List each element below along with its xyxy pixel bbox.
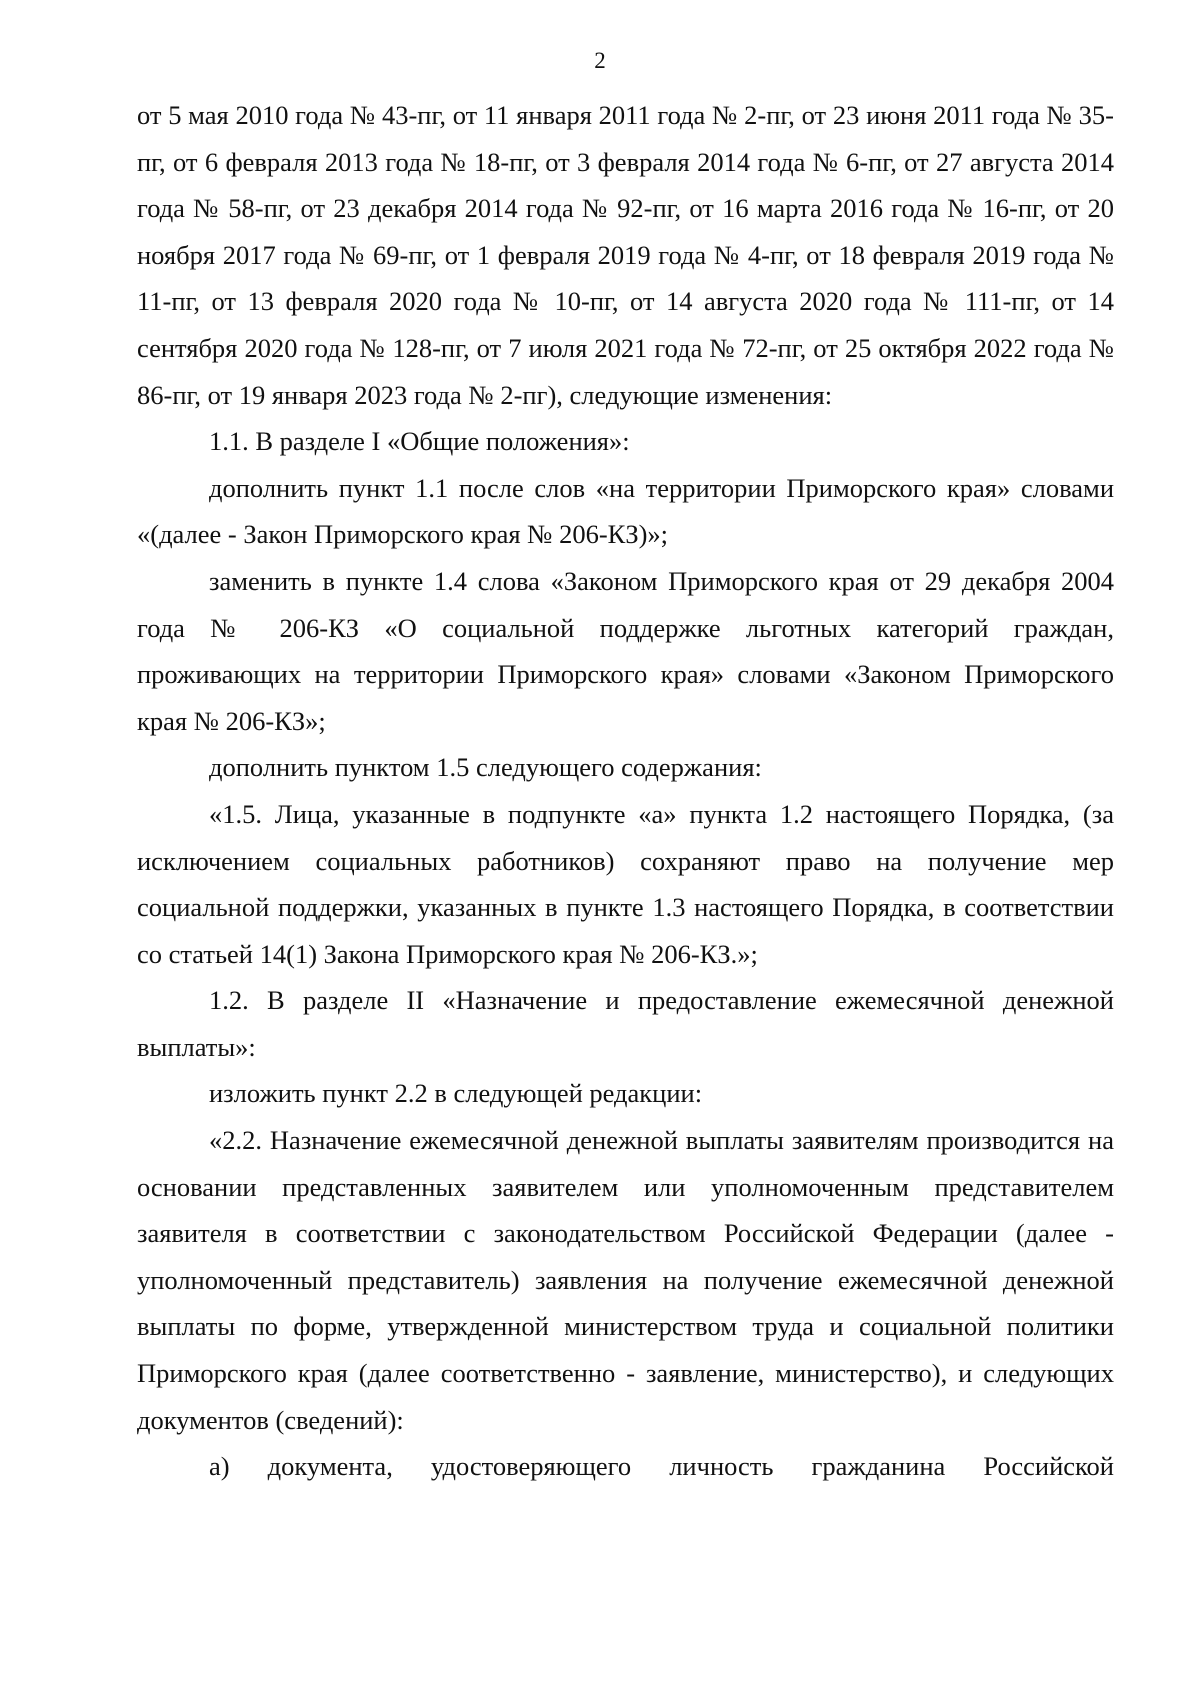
- paragraph-amendment-list: от 5 мая 2010 года № 43-пг, от 11 января 2011 года № 2-пг, от 23 июня 2011 года № 35-пг, от 6 февраля 2013 года № 18-пг, от 3 февраля 2014 года № 6-пг, от 27 августа 2014 года № 58-пг, от 23 декабря 2014 года № 92-пг, от 16 марта 2016 года № 16-пг, от 20 ноября 2017 года № 69-пг, от 1 февраля 2019 года № 4-пг, от 18 февраля 2019 года № 11-пг, от 13 февраля 2020 года № 10-пг, от 14 августа 2020 года № 111-пг, от 14 сентября 2020 года № 128-пг, от 7 июля 2021 года № 72-пг, от 25 октября 2022 года № 86-пг, от 19 января 2023 года № 2-пг), следующие изменения:: [137, 100, 1114, 410]
- paragraph-restate-2-2: изложить пункт 2.2 в следующей редакции:: [209, 1078, 703, 1109]
- page-number: 2: [594, 48, 606, 73]
- paragraph-section-1-1: 1.1. В разделе I «Общие положения»:: [209, 426, 630, 457]
- paragraph-add-1-5: дополнить пунктом 1.5 следующего содержания:: [209, 752, 762, 783]
- paragraph-replace-1-4: заменить в пункте 1.4 слова «Законом Приморского края от 29 декабря 2004 года № 206-КЗ «О социальной поддержке льготных категорий граждан, проживающих на территории Приморского края» словами «Законом Приморского края № 206-КЗ»;: [137, 565, 1114, 736]
- paragraph-text-2-2: «2.2. Назначение ежемесячной денежной выплаты заявителям производится на основании представленных заявителем или уполномоченным представителем заявителя в соответствии с законодательством Российской Федерации (далее - уполномоченный представитель) заявления на получение ежемесячной денежной выплаты по форме, утвержденной министерством труда и социальной политики Приморского края (далее соответственно - заявление, министерство), и следующих документов (сведений):: [137, 1125, 1114, 1435]
- paragraph-text-1-5: «1.5. Лица, указанные в подпункте «а» пункта 1.2 настоящего Порядка, (за исключением социальных работников) сохраняют право на получение мер социальной поддержки, указанных в пункте 1.3 настоящего Порядка, в соответствии со статьей 14(1) Закона Приморского края № 206-КЗ.»;: [137, 798, 1114, 969]
- document-body: [137, 92, 1114, 1490]
- paragraph-supplement-1-1: дополнить пункт 1.1 после слов «на территории Приморского края» словами «(далее - Закон Приморского края № 206-КЗ)»;: [137, 472, 1114, 550]
- paragraph-section-1-2: 1.2. В разделе II «Назначение и предоставление ежемесячной денежной выплаты»:: [137, 985, 1114, 1062]
- paragraph-item-a: а) документа, удостоверяющего личность гражданина Российской: [209, 1451, 1114, 1482]
